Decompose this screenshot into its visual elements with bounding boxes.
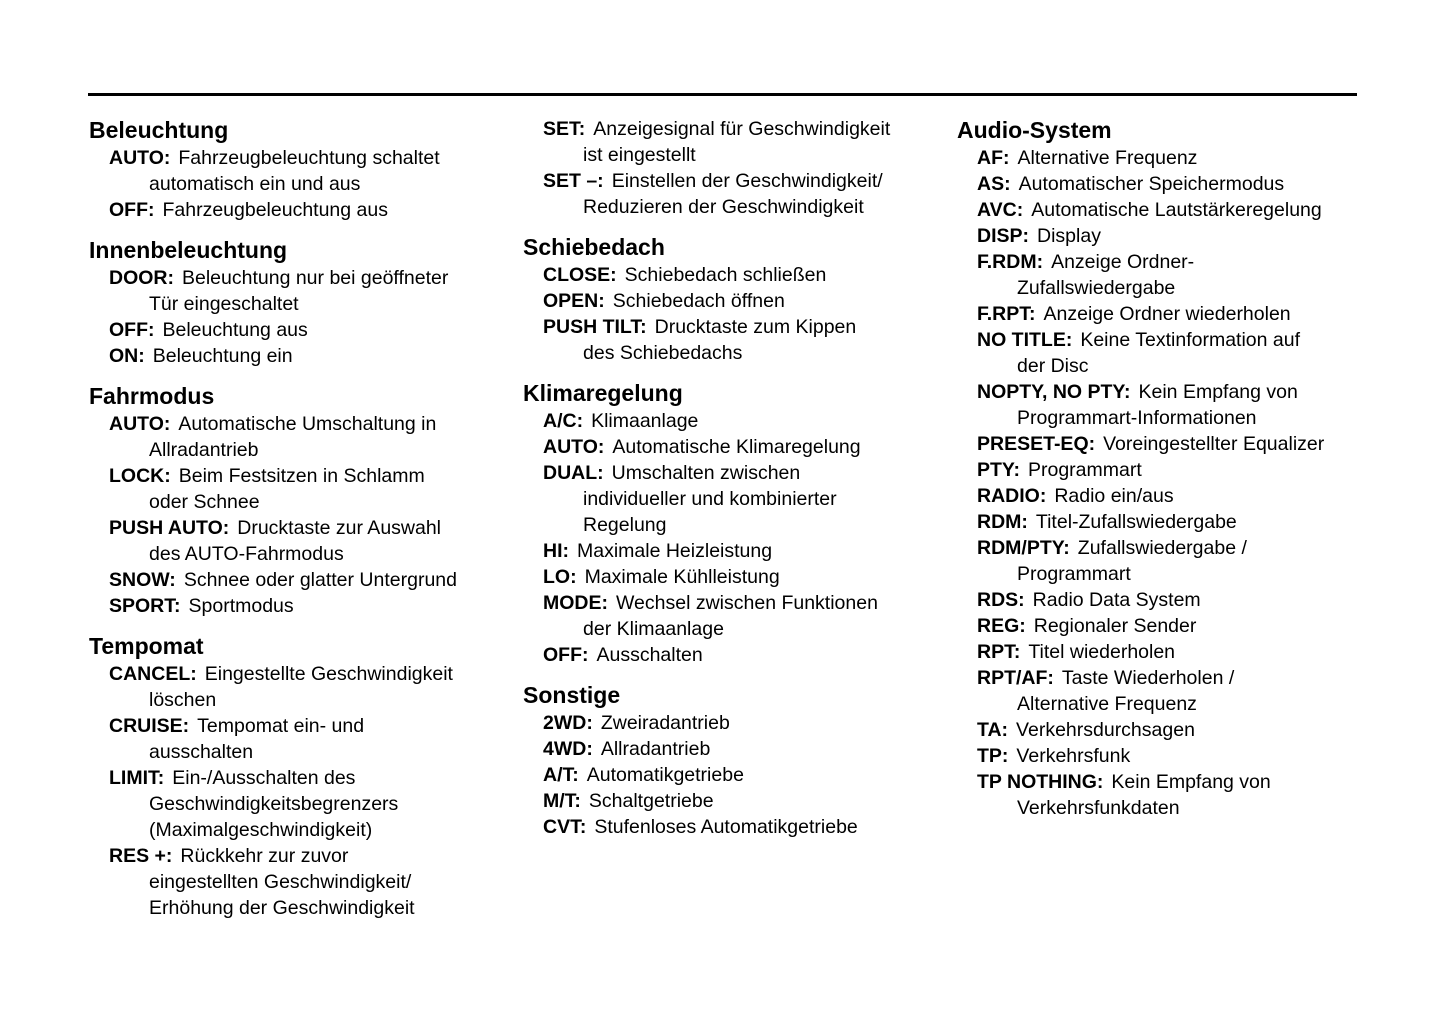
glossary-entry xyxy=(957,769,1387,821)
entry-term: DOOR: xyxy=(109,267,174,289)
entry-description: Beleuchtung nur bei geöffneter xyxy=(182,267,449,289)
entry-line xyxy=(523,460,953,486)
entry-line xyxy=(89,265,519,291)
section xyxy=(89,632,519,921)
section xyxy=(957,116,1387,821)
entry-line xyxy=(957,457,1387,483)
entry-line xyxy=(957,301,1387,327)
glossary-entry xyxy=(523,564,953,590)
entry-line xyxy=(957,171,1387,197)
entry-description: Fahrzeugbeleuchtung schaltet xyxy=(178,147,440,169)
glossary-entry xyxy=(89,661,519,713)
section-heading: Schiebedach xyxy=(523,234,665,260)
entry-line xyxy=(523,288,953,314)
glossary-entry xyxy=(523,262,953,288)
entry-description: Keine Textinformation auf xyxy=(1080,329,1301,351)
entry-description: Stufenloses Automatikgetriebe xyxy=(594,816,858,838)
entry-term: TA: xyxy=(977,719,1009,741)
entry-term: CANCEL: xyxy=(109,663,197,685)
entry-description: Automatische Klimaregelung xyxy=(612,436,861,458)
entry-line xyxy=(89,661,519,687)
entry-description: Tempomat ein- und xyxy=(197,715,365,737)
glossary-entry xyxy=(957,587,1387,613)
entry-term: AUTO: xyxy=(543,436,605,458)
glossary-entry xyxy=(957,743,1387,769)
entry-line xyxy=(957,665,1387,691)
entry-line xyxy=(89,145,519,171)
entry-description: Automatikgetriebe xyxy=(586,764,744,786)
glossary-entry xyxy=(89,463,519,515)
entry-term: NOPTY, NO PTY: xyxy=(977,381,1131,403)
entry-line xyxy=(957,197,1387,223)
glossary-entry xyxy=(957,301,1387,327)
entry-continuation: (Maximalgeschwindigkeit) xyxy=(149,819,373,841)
glossary-entry xyxy=(957,197,1387,223)
entry-description: Umschalten zwischen xyxy=(611,462,801,484)
entry-line xyxy=(523,116,953,142)
entry-term: LIMIT: xyxy=(109,767,165,789)
entry-description: Anzeige Ordner- xyxy=(1051,251,1195,273)
entry-line xyxy=(89,593,519,619)
glossary-entry xyxy=(523,762,953,788)
entry-term: RADIO: xyxy=(977,485,1047,507)
section-heading: Audio-System xyxy=(957,117,1112,143)
glossary-entry xyxy=(89,765,519,843)
entry-description: Rückkehr zur zuvor xyxy=(180,845,349,867)
section-heading: Fahrmodus xyxy=(89,383,215,409)
entry-line xyxy=(523,590,953,616)
entry-term: PUSH AUTO: xyxy=(109,517,230,539)
entry-description: Radio Data System xyxy=(1032,589,1201,611)
entry-description: Maximale Kühlleistung xyxy=(584,566,780,588)
glossary-entry xyxy=(523,736,953,762)
entry-term: LO: xyxy=(543,566,577,588)
entry-description: Kein Empfang von xyxy=(1138,381,1298,403)
entry-continuation: der Disc xyxy=(1017,355,1089,377)
entry-line xyxy=(89,567,519,593)
entry-description: Wechsel zwischen Funktionen xyxy=(616,592,878,614)
entry-term: NO TITLE: xyxy=(977,329,1073,351)
entry-term: OFF: xyxy=(543,644,589,666)
entry-description: Beleuchtung ein xyxy=(152,345,293,367)
entry-continuation: Programmart xyxy=(1017,563,1131,585)
glossary-entry xyxy=(957,249,1387,301)
glossary-entry xyxy=(523,710,953,736)
column-3 xyxy=(957,116,1387,834)
entry-term: A/T: xyxy=(543,764,579,786)
glossary-entry xyxy=(957,327,1387,379)
glossary-entry xyxy=(89,317,519,343)
glossary-entry xyxy=(89,843,519,921)
entry-description: Drucktaste zum Kippen xyxy=(654,316,857,338)
entry-description: Regionaler Sender xyxy=(1033,615,1197,637)
glossary-entry xyxy=(957,639,1387,665)
entry-line xyxy=(523,262,953,288)
entry-line xyxy=(523,762,953,788)
glossary-entry xyxy=(957,457,1387,483)
entry-description: Schaltgetriebe xyxy=(588,790,714,812)
entry-term: RDM/PTY: xyxy=(977,537,1070,559)
entry-line xyxy=(957,431,1387,457)
entry-term: SET –: xyxy=(543,170,604,192)
entry-line xyxy=(523,538,953,564)
entry-term: AUTO: xyxy=(109,413,171,435)
glossary-entry xyxy=(89,567,519,593)
entry-continuation: ausschalten xyxy=(149,741,254,763)
entry-term: OPEN: xyxy=(543,290,605,312)
entry-term: OFF: xyxy=(109,199,155,221)
entry-description: Allradantrieb xyxy=(600,738,711,760)
entry-description: Klimaanlage xyxy=(591,410,699,432)
entry-continuation: Verkehrsfunkdaten xyxy=(1017,797,1180,819)
entry-continuation: des AUTO-Fahrmodus xyxy=(149,543,344,565)
section-heading: Innenbeleuchtung xyxy=(89,237,288,263)
section-heading: Klimaregelung xyxy=(523,380,683,406)
entry-description: Schiebedach schließen xyxy=(624,264,827,286)
entry-term: CRUISE: xyxy=(109,715,190,737)
section-heading: Beleuchtung xyxy=(89,117,229,143)
entry-description: Drucktaste zur Auswahl xyxy=(237,517,442,539)
entry-continuation: des Schiebedachs xyxy=(583,342,743,364)
entry-description: Beim Festsitzen in Schlamm xyxy=(178,465,425,487)
entry-line xyxy=(957,379,1387,405)
entry-line xyxy=(957,587,1387,613)
glossary-entry xyxy=(957,171,1387,197)
glossary-entry xyxy=(957,717,1387,743)
glossary-entry xyxy=(523,642,953,668)
entry-continuation: automatisch ein und aus xyxy=(149,173,361,195)
entry-line xyxy=(957,717,1387,743)
glossary-entry xyxy=(523,460,953,538)
entry-line xyxy=(957,327,1387,353)
entry-term: DISP: xyxy=(977,225,1030,247)
entry-line xyxy=(89,343,519,369)
entry-line xyxy=(957,613,1387,639)
entry-term: REG: xyxy=(977,615,1026,637)
glossary-entry xyxy=(523,788,953,814)
entry-line xyxy=(89,411,519,437)
entry-term: CVT: xyxy=(543,816,587,838)
section xyxy=(89,236,519,369)
entry-continuation: Zufallswiedergabe xyxy=(1017,277,1176,299)
glossary-entry xyxy=(523,408,953,434)
entry-description: Anzeige Ordner wiederholen xyxy=(1043,303,1291,325)
glossary-entry xyxy=(957,379,1387,431)
entry-description: Sportmodus xyxy=(188,595,294,617)
entry-description: Titel-Zufallswiedergabe xyxy=(1035,511,1237,533)
entry-line xyxy=(523,168,953,194)
glossary-entry xyxy=(89,411,519,463)
entry-term: PRESET-EQ: xyxy=(977,433,1096,455)
entry-description: Display xyxy=(1037,225,1101,247)
entry-line xyxy=(523,564,953,590)
entry-description: Verkehrsfunk xyxy=(1016,745,1131,767)
entry-line xyxy=(89,515,519,541)
entry-term: OFF: xyxy=(109,319,155,341)
entry-term: RPT: xyxy=(977,641,1021,663)
entry-line xyxy=(523,710,953,736)
entry-continuation: Erhöhung der Geschwindigkeit xyxy=(149,897,415,919)
entry-term: PUSH TILT: xyxy=(543,316,647,338)
entry-line xyxy=(957,249,1387,275)
entry-line xyxy=(957,743,1387,769)
entry-description: Titel wiederholen xyxy=(1028,641,1176,663)
glossary-entry xyxy=(89,515,519,567)
entry-description: Maximale Heizleistung xyxy=(577,540,773,562)
entry-description: Anzeigesignal für Geschwindigkeit xyxy=(593,118,891,140)
entry-continuation: Reduzieren der Geschwindigkeit xyxy=(583,196,864,218)
entry-continuation: Alternative Frequenz xyxy=(1017,693,1197,715)
section xyxy=(523,233,953,366)
glossary-entry xyxy=(523,116,953,168)
entry-line xyxy=(523,736,953,762)
entry-term: AVC: xyxy=(977,199,1024,221)
entry-continuation: der Klimaanlage xyxy=(583,618,724,640)
glossary-entry xyxy=(523,590,953,642)
entry-term: HI: xyxy=(543,540,569,562)
entry-description: Automatische Umschaltung in xyxy=(178,413,437,435)
entry-line xyxy=(957,483,1387,509)
entry-line xyxy=(523,814,953,840)
glossary-entry xyxy=(957,509,1387,535)
entry-description: Eingestellte Geschwindigkeit xyxy=(204,663,453,685)
entry-continuation: individueller und kombinierter xyxy=(583,488,837,510)
glossary-entry xyxy=(523,434,953,460)
entry-term: 4WD: xyxy=(543,738,593,760)
entry-term: A/C: xyxy=(543,410,584,432)
entry-term: AUTO: xyxy=(109,147,171,169)
entry-term: ON: xyxy=(109,345,145,367)
entry-term: F.RDM: xyxy=(977,251,1044,273)
glossary-entry xyxy=(957,613,1387,639)
entry-line xyxy=(957,639,1387,665)
entry-continuation: löschen xyxy=(149,689,217,711)
entry-continuation: Geschwindigkeitsbegrenzers xyxy=(149,793,399,815)
entry-line xyxy=(89,765,519,791)
section-heading: Tempomat xyxy=(89,633,204,659)
entry-term: M/T: xyxy=(543,790,581,812)
entry-line xyxy=(89,317,519,343)
glossary-entry xyxy=(89,593,519,619)
glossary-entry xyxy=(957,535,1387,587)
entry-description: Alternative Frequenz xyxy=(1017,147,1198,169)
section-heading: Sonstige xyxy=(523,682,621,708)
entry-term: DUAL: xyxy=(543,462,604,484)
glossary-entry xyxy=(957,431,1387,457)
entry-line xyxy=(523,314,953,340)
glossary-entry xyxy=(957,665,1387,717)
entry-line xyxy=(957,509,1387,535)
entry-description: Fahrzeugbeleuchtung aus xyxy=(162,199,388,221)
entry-line xyxy=(89,197,519,223)
entry-description: Ein-/Ausschalten des xyxy=(172,767,356,789)
entry-continuation: oder Schnee xyxy=(149,491,260,513)
entry-description: Programmart xyxy=(1027,459,1142,481)
glossary-entry xyxy=(523,814,953,840)
entry-description: Schnee oder glatter Untergrund xyxy=(183,569,457,591)
entry-continuation: ist eingestellt xyxy=(583,144,696,166)
entry-term: LOCK: xyxy=(109,465,171,487)
entry-term: F.RPT: xyxy=(977,303,1036,325)
entry-line xyxy=(523,434,953,460)
entry-line xyxy=(89,843,519,869)
entry-term: AF: xyxy=(977,147,1010,169)
column-2 xyxy=(523,116,953,853)
entry-term: TP NOTHING: xyxy=(977,771,1104,793)
entry-continuation: Allradantrieb xyxy=(149,439,259,461)
glossary-entry xyxy=(89,343,519,369)
entry-term: SNOW: xyxy=(109,569,176,591)
glossary-entry xyxy=(957,223,1387,249)
glossary-entry xyxy=(523,168,953,220)
glossary-entry xyxy=(523,288,953,314)
entry-line xyxy=(957,769,1387,795)
entry-term: SET: xyxy=(543,118,586,140)
entry-description: Verkehrsdurchsagen xyxy=(1016,719,1195,741)
section xyxy=(89,382,519,619)
glossary-entry xyxy=(957,145,1387,171)
entry-description: Automatische Lautstärkeregelung xyxy=(1031,199,1322,221)
glossary-entry xyxy=(89,197,519,223)
entry-line xyxy=(523,642,953,668)
entry-description: Kein Empfang von xyxy=(1111,771,1271,793)
entry-description: Beleuchtung aus xyxy=(162,319,308,341)
entry-line xyxy=(89,713,519,739)
glossary-entry xyxy=(957,483,1387,509)
entry-continuation: Tür eingeschaltet xyxy=(149,293,299,315)
entry-term: RDM: xyxy=(977,511,1028,533)
column-1 xyxy=(89,116,519,934)
entry-line xyxy=(523,408,953,434)
entry-line xyxy=(523,788,953,814)
entry-continuation: eingestellten Geschwindigkeit/ xyxy=(149,871,412,893)
entry-description: Zufallswiedergabe / xyxy=(1077,537,1247,559)
entry-term: 2WD: xyxy=(543,712,593,734)
entry-description: Taste Wiederholen / xyxy=(1061,667,1235,689)
entry-description: Schiebedach öffnen xyxy=(612,290,785,312)
entry-term: TP: xyxy=(977,745,1009,767)
entry-term: RES +: xyxy=(109,845,173,867)
entry-description: Automatischer Speichermodus xyxy=(1018,173,1285,195)
glossary-entry xyxy=(89,265,519,317)
entry-term: MODE: xyxy=(543,592,608,614)
entry-term: CLOSE: xyxy=(543,264,617,286)
entry-line xyxy=(89,463,519,489)
entry-description: Zweiradantrieb xyxy=(600,712,730,734)
entry-line xyxy=(957,145,1387,171)
entry-description: Einstellen der Geschwindigkeit/ xyxy=(611,170,883,192)
glossary-entry xyxy=(523,314,953,366)
section xyxy=(523,681,953,840)
entry-term: RDS: xyxy=(977,589,1025,611)
glossary-entry xyxy=(523,538,953,564)
entry-continuation: Programmart-Informationen xyxy=(1017,407,1257,429)
entry-line xyxy=(957,223,1387,249)
section xyxy=(523,116,953,220)
header-rule xyxy=(88,93,1357,96)
entry-continuation: Regelung xyxy=(583,514,667,536)
entry-description: Voreingestellter Equalizer xyxy=(1103,433,1325,455)
entry-description: Ausschalten xyxy=(596,644,703,666)
section xyxy=(523,379,953,668)
entry-term: PTY: xyxy=(977,459,1020,481)
entry-term: AS: xyxy=(977,173,1011,195)
glossary-entry xyxy=(89,145,519,197)
entry-term: SPORT: xyxy=(109,595,181,617)
entry-term: RPT/AF: xyxy=(977,667,1054,689)
entry-description: Radio ein/aus xyxy=(1054,485,1174,507)
section xyxy=(89,116,519,223)
entry-line xyxy=(957,535,1387,561)
glossary-entry xyxy=(89,713,519,765)
